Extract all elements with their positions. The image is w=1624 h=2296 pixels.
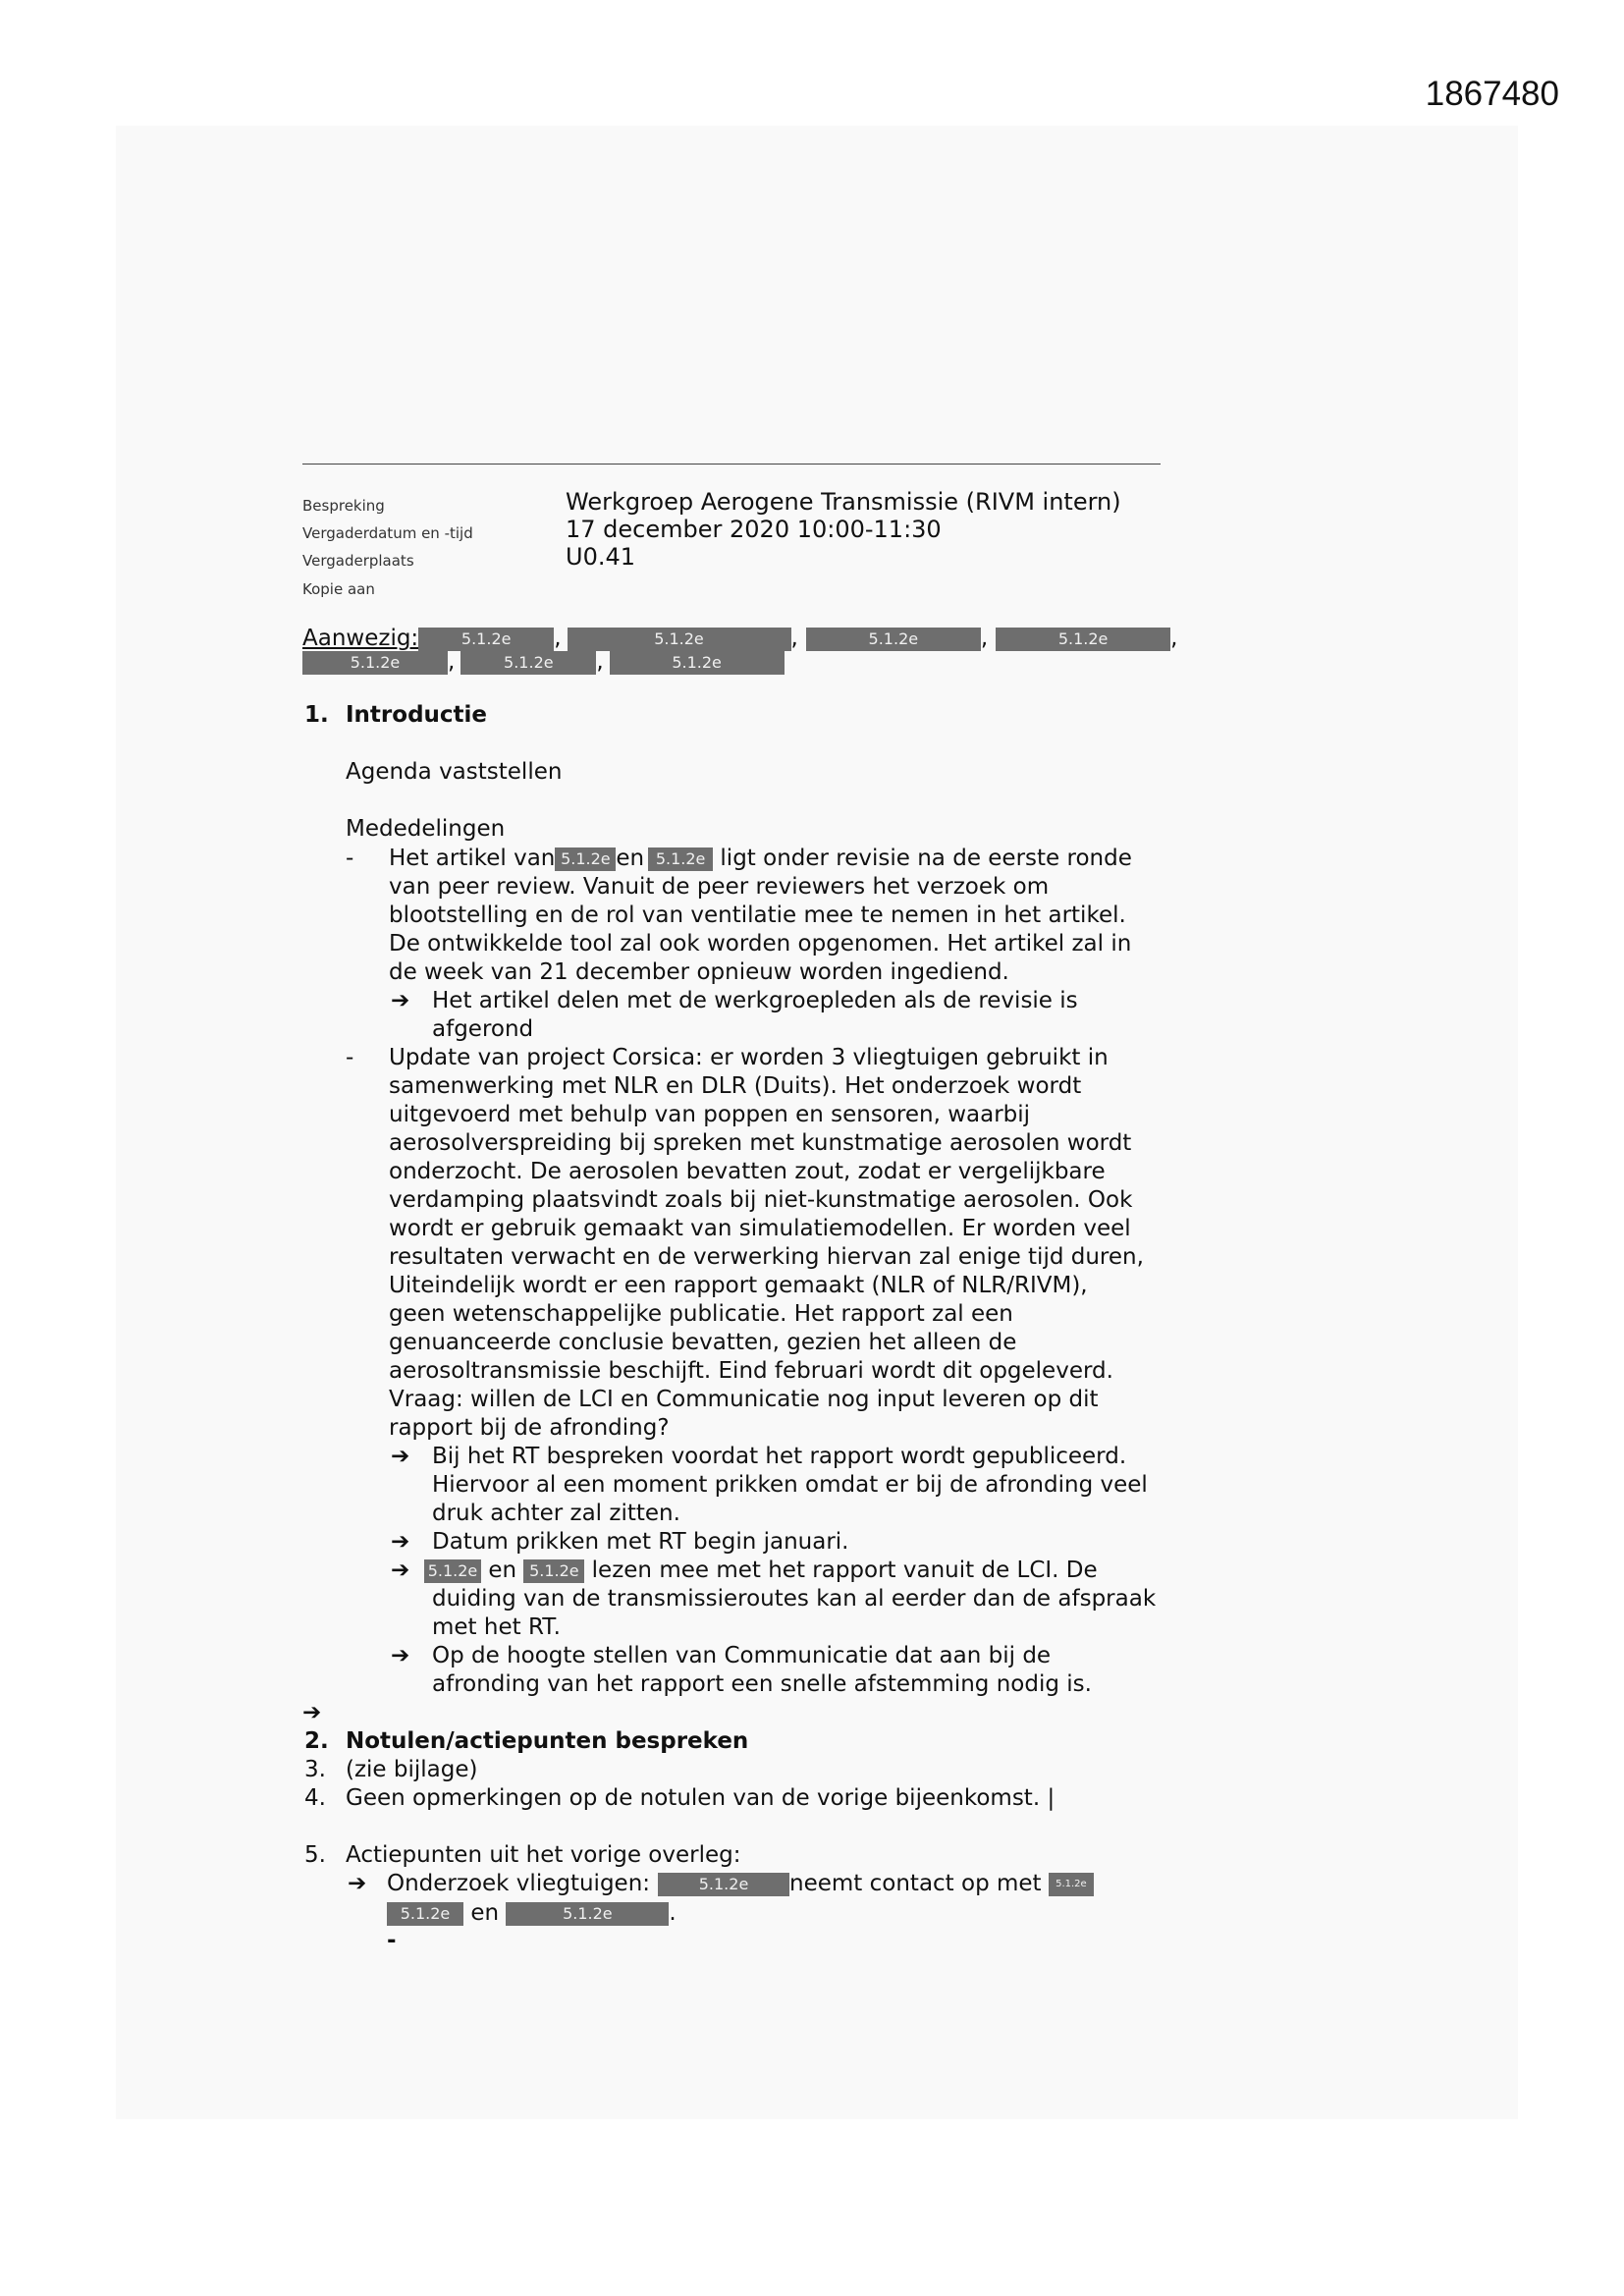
- text: Het artikel van: [389, 846, 556, 871]
- action-line: Bij het RT bespreken voordat het rapport wordt gepubliceerd.: [432, 1444, 1127, 1469]
- item-2-line: verdamping plaatsvindt zoals bij niet-kunstmatige aerosolen. Ook: [389, 1187, 1133, 1213]
- arrow-icon: ➔: [391, 1529, 410, 1555]
- item-1-action-line: afgerond: [432, 1016, 534, 1042]
- item-3-text: (zie bijlage): [346, 1757, 478, 1782]
- redaction: 5.1.2e: [506, 1902, 669, 1926]
- item-1-line: blootstelling en de rol van ventilatie mee te nemen in het artikel.: [389, 902, 1126, 928]
- separator: ,: [790, 626, 798, 651]
- text: ligt onder revisie na de eerste ronde: [720, 846, 1132, 871]
- action-line: Hiervoor al een moment prikken omdat er bij de afronding veel: [432, 1472, 1148, 1498]
- text: en: [616, 846, 645, 871]
- redaction: 5.1.2e: [424, 1559, 481, 1583]
- attendees-line-2: [302, 648, 785, 677]
- section-1-title: Introductie: [346, 702, 488, 728]
- item-2-line: uitgevoerd met behulp van poppen en sensoren, waarbij: [389, 1102, 1031, 1127]
- redaction: 5.1.2e: [418, 628, 554, 651]
- item-4-text: Geen opmerkingen op de notulen van de vorige bijeenkomst. |: [346, 1785, 1056, 1811]
- item-4-number: 4.: [304, 1785, 326, 1811]
- arrow-icon: ➔: [348, 1871, 367, 1896]
- separator: ,: [448, 649, 456, 675]
- section-1-number: 1.: [304, 702, 329, 728]
- redaction: 5.1.2e: [648, 847, 713, 871]
- action-line: Op de hoogte stellen van Communicatie dat aan bij de: [432, 1643, 1052, 1668]
- item-1-line-1: [389, 845, 1132, 873]
- item-2-line: onderzocht. De aerosolen bevatten zout, zodat er vergelijkbare: [389, 1159, 1106, 1184]
- item-1-line: De ontwikkelde tool zal ook worden opgenomen. Het artikel zal in: [389, 931, 1132, 957]
- meta-label-datum: Vergaderdatum en -tijd: [302, 524, 473, 542]
- item-5-dash: -: [387, 1928, 397, 1953]
- item-2-line: genuanceerde conclusie bevatten, gezien het alleen de: [389, 1330, 1017, 1355]
- item-1-line: van peer review. Vanuit de peer reviewers het verzoek om: [389, 874, 1050, 900]
- item-2-line: rapport bij de afronding?: [389, 1415, 670, 1441]
- redaction: 5.1.2e: [555, 847, 616, 871]
- item-2-line: wordt er gebruik gemaakt van simulatiemodellen. Er worden veel: [389, 1216, 1131, 1241]
- redaction: 5.1.2e: [568, 628, 791, 651]
- agenda-text: Agenda vaststellen: [346, 759, 563, 785]
- redaction: 5.1.2e: [387, 1902, 463, 1926]
- action-line: met het RT.: [432, 1614, 561, 1640]
- attendees-label: Aanwezig:: [302, 626, 419, 651]
- action-line: duiding van de transmissieroutes kan al eerder dan de afspraak: [432, 1586, 1157, 1612]
- header-rule: [302, 464, 1161, 465]
- redaction: 5.1.2e: [1049, 1873, 1094, 1896]
- item-5-action-line-2: [387, 1899, 677, 1928]
- item-5-number: 5.: [304, 1842, 326, 1868]
- action-line: druk achter zal zitten.: [432, 1501, 680, 1526]
- redaction: 5.1.2e: [302, 651, 448, 675]
- redaction: 5.1.2e: [996, 628, 1170, 651]
- redaction: 5.1.2e: [523, 1559, 584, 1583]
- text: en: [470, 1900, 500, 1926]
- meta-value-plaats: U0.41: [566, 543, 636, 571]
- text: lezen mee met het rapport vanuit de LCI. De: [591, 1558, 1098, 1583]
- separator: ,: [1170, 626, 1178, 651]
- action-line: afronding van het rapport een snelle afstemming nodig is.: [432, 1671, 1092, 1697]
- meta-label-bespreking: Bespreking: [302, 497, 385, 515]
- meta-label-plaats: Vergaderplaats: [302, 552, 414, 570]
- separator: ,: [596, 649, 604, 675]
- item-1-action-line: Het artikel delen met de werkgroepleden als de revisie is: [432, 988, 1078, 1013]
- section-2-title: Notulen/actiepunten bespreken: [346, 1728, 749, 1754]
- document-id: 1867480: [1425, 75, 1559, 113]
- redaction: 5.1.2e: [610, 651, 785, 675]
- item-5-action-line-1: [387, 1870, 1094, 1898]
- item-3-number: 3.: [304, 1757, 326, 1782]
- item-1-line: de week van 21 december opnieuw worden ingediend.: [389, 959, 1009, 985]
- action-line: Datum prikken met RT begin januari.: [432, 1529, 849, 1555]
- item-2-line: resultaten verwacht en de verwerking hiervan zal enige tijd duren,: [389, 1244, 1144, 1270]
- redaction: 5.1.2e: [658, 1873, 789, 1896]
- meta-value-bespreking: Werkgroep Aerogene Transmissie (RIVM intern): [566, 488, 1121, 516]
- section-2-number: 2.: [304, 1728, 329, 1754]
- arrow-icon: ➔: [391, 988, 410, 1013]
- separator: ,: [554, 626, 562, 651]
- arrow-icon: ➔: [391, 1444, 410, 1469]
- meta-value-datum: 17 december 2020 10:00-11:30: [566, 516, 942, 543]
- item-2-line: Update van project Corsica: er worden 3 vliegtuigen gebruikt in: [389, 1045, 1109, 1070]
- item-2-line: aerosoltransmissie beschijft. Eind februari wordt dit opgeleverd.: [389, 1358, 1113, 1384]
- item-2-line: samenwerking met NLR en DLR (Duits). Het onderzoek wordt: [389, 1073, 1082, 1099]
- text: neemt contact op met: [789, 1871, 1042, 1896]
- item-2-line: geen wetenschappelijke publicatie. Het rapport zal een: [389, 1301, 1013, 1327]
- arrow-icon: ➔: [391, 1643, 410, 1668]
- item-2-line: Uiteindelijk wordt er een rapport gemaakt (NLR of NLR/RIVM),: [389, 1273, 1088, 1298]
- item-2-dash: -: [346, 1045, 354, 1070]
- action-line: [424, 1557, 1098, 1585]
- meta-label-kopie: Kopie aan: [302, 580, 375, 598]
- redaction: 5.1.2e: [460, 651, 596, 675]
- text: .: [669, 1900, 677, 1926]
- item-1-dash: -: [346, 846, 354, 871]
- item-2-line: Vraag: willen de LCI en Communicatie nog input leveren op dit: [389, 1387, 1099, 1412]
- mededelingen-heading: Mededelingen: [346, 816, 506, 842]
- arrow-icon: ➔: [302, 1700, 322, 1725]
- text: en: [488, 1558, 517, 1583]
- item-5-text: Actiepunten uit het vorige overleg:: [346, 1842, 741, 1868]
- redaction: 5.1.2e: [806, 628, 981, 651]
- item-2-line: aerosolverspreiding bij spreken met kunstmatige aerosolen wordt: [389, 1130, 1132, 1156]
- text: Onderzoek vliegtuigen:: [387, 1871, 651, 1896]
- separator: ,: [980, 626, 989, 651]
- arrow-icon: ➔: [391, 1558, 410, 1583]
